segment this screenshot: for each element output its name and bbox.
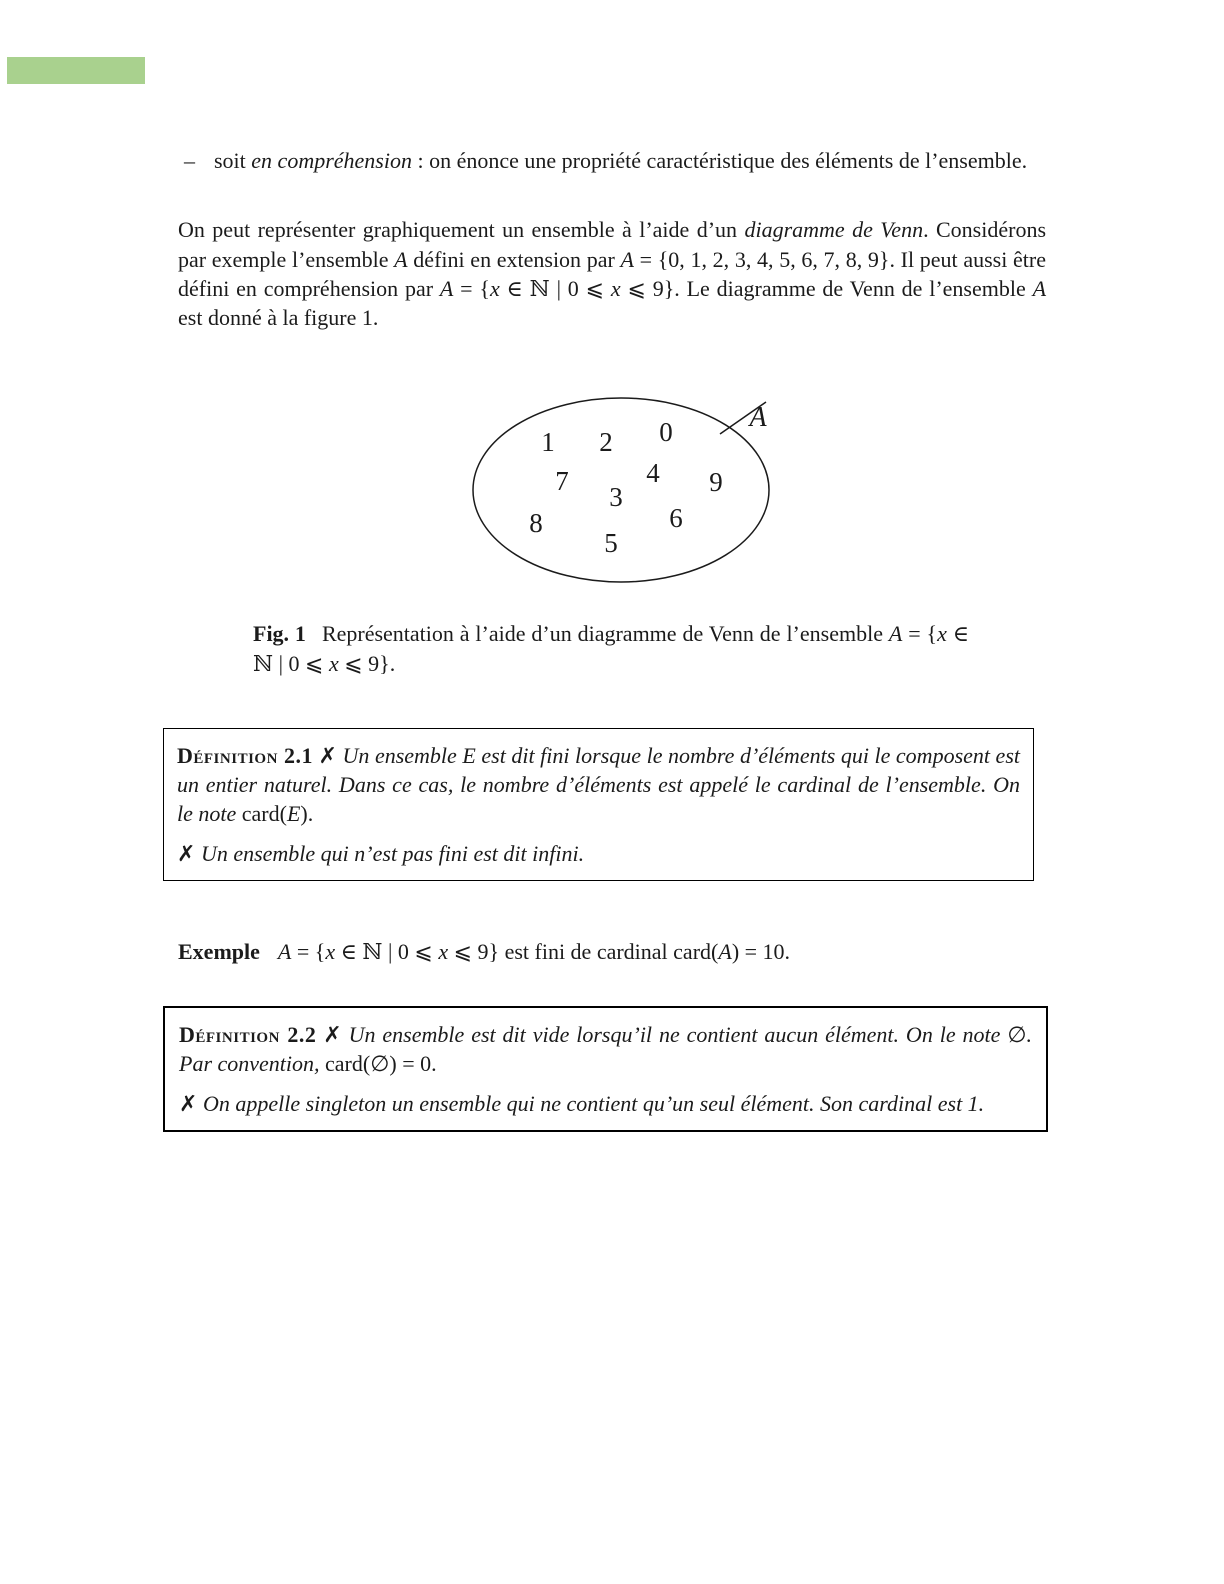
chapter-marker-bar [7, 57, 145, 84]
definition-2-2-main: Définition 2.2 ✗ Un ensemble est dit vide lorsqu’il ne contient aucun élément. On le note ∅. Par convention, card(∅) = 0. [179, 1022, 1033, 1077]
figure-caption [253, 619, 969, 678]
venn-figure [178, 390, 1046, 678]
venn-number-8: 8 [529, 508, 543, 539]
definition-box-2-2 [163, 1006, 1048, 1132]
venn-number-9: 9 [709, 467, 723, 498]
venn-number-7: 7 [555, 466, 569, 497]
venn-number-0: 0 [659, 417, 673, 448]
caption-fig-label: Fig. 1 [253, 621, 306, 647]
caption-text: Représentation à l’aide d’un diagramme de Venn de l’ensemble A = {x ∈ ℕ | 0 ⩽ x ⩽ 9}. [253, 621, 969, 676]
venn-set-label: A [749, 402, 767, 434]
definition-2-1-note: ✗ Un ensemble qui n’est pas fini est dit infini. [177, 840, 585, 866]
venn-number-1: 1 [541, 427, 555, 458]
example-text: A = {x ∈ ℕ | 0 ⩽ x ⩽ 9} est fini de cardinal card(A) = 10. [277, 938, 791, 964]
venn-number-6: 6 [669, 503, 683, 534]
venn-number-5: 5 [604, 528, 618, 559]
venn-number-2: 2 [599, 427, 613, 458]
example-paragraph [178, 937, 1046, 966]
definition-2-1-main: Définition 2.1 ✗ Un ensemble E est dit fini lorsque le nombre d’éléments qui le composent est un entier naturel. Dans ce cas, le nombre d’éléments est appelé le cardinal de l’ensemble. On le note card(E). [177, 742, 1020, 827]
bullet-marker: – [184, 148, 195, 173]
venn-diagram [470, 390, 870, 595]
example-label: Exemple [178, 938, 260, 964]
definition-2-2-note: ✗ On appelle singleton un ensemble qui ne contient qu’un seul élément. Son cardinal est 1. [179, 1090, 985, 1116]
definition-box-2-1 [163, 728, 1034, 881]
venn-number-3: 3 [609, 482, 623, 513]
bullet-text: soit en compréhension : on énonce une propriété caractéristique des éléments de l’ensemble. [214, 148, 1028, 173]
page-content [178, 0, 1046, 1132]
bullet-item [178, 146, 1046, 175]
venn-number-4: 4 [646, 458, 660, 489]
intro-paragraph: On peut représenter graphiquement un ensemble à l’aide d’un diagramme de Venn. Considérons par exemple l’ensemble A défini en extension par A = {0, 1, 2, 3, 4, 5, 6, 7, 8, 9}. Il peut aussi être défini en compréhension par A = {x ∈ ℕ | 0 ⩽ x ⩽ 9}. Le diagramme de Venn de l’ensemble A est donné à la figure 1. [178, 217, 1047, 330]
